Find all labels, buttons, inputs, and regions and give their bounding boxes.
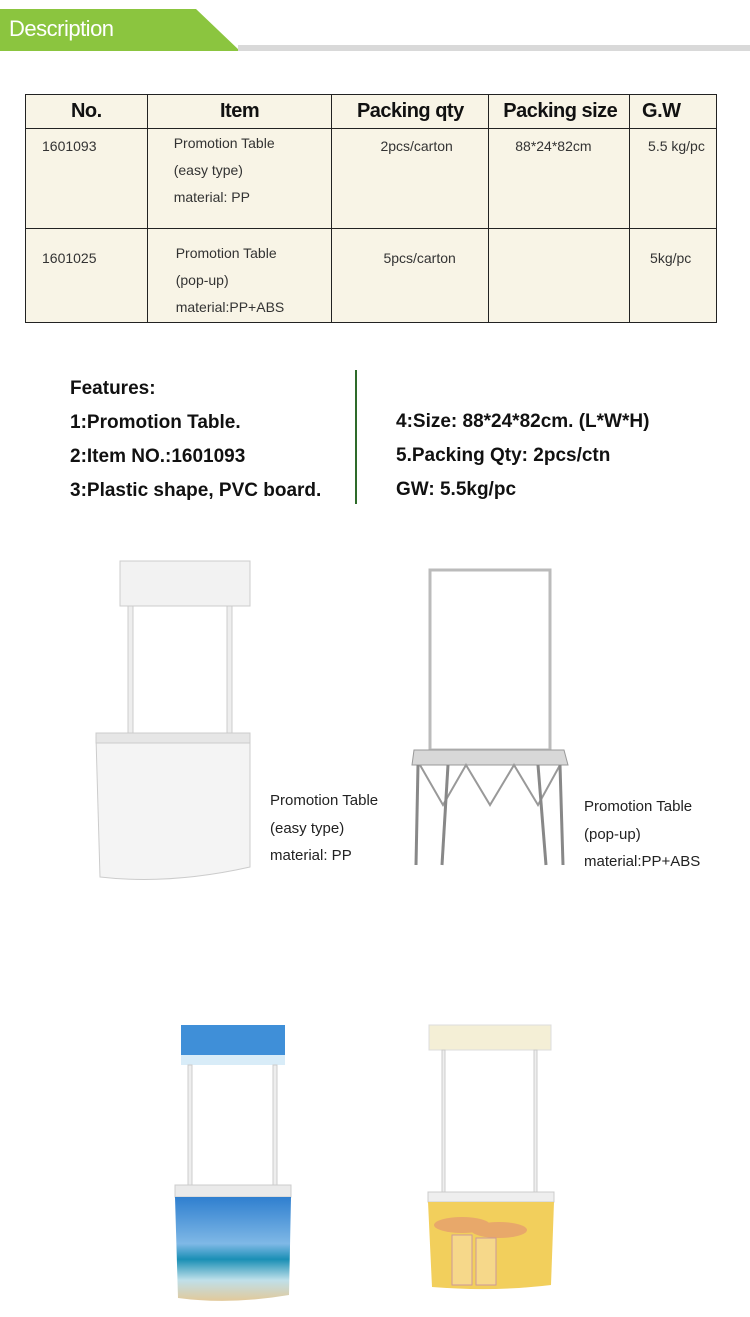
item-line: (easy type): [173, 162, 243, 178]
product-caption: [270, 787, 378, 870]
caption-line: material:PP+ABS: [584, 853, 701, 870]
easy-type-table-image: [90, 555, 260, 885]
caption-line: material: PP: [270, 847, 352, 864]
caption-line: (pop-up): [584, 825, 641, 843]
table-header-row: [26, 95, 717, 129]
cell-size: 88*24*82cm: [489, 129, 630, 229]
features-left: [70, 372, 321, 508]
spec-table: [25, 94, 717, 323]
feature-line: 2:Item NO.:1601093: [70, 446, 246, 467]
feature-line: 4:Size: 88*24*82cm. (L*W*H): [396, 411, 650, 432]
caption-line: Promotion Table: [270, 792, 379, 809]
table-row: [26, 229, 717, 323]
header-divider: [238, 45, 750, 51]
item-line: material: PP: [173, 189, 250, 205]
pop-up-table-image: [408, 565, 573, 875]
cell-qty: 2pcs/carton: [332, 129, 489, 229]
product-caption: [584, 793, 700, 876]
features-heading: Features:: [70, 378, 156, 399]
features-divider: [355, 370, 357, 504]
cell-gw: 5kg/pc: [630, 229, 717, 323]
section-title: Description: [9, 16, 114, 41]
cell-qty: 5pcs/carton: [332, 229, 489, 323]
cell-item: [147, 129, 332, 229]
column-header: Item: [147, 95, 332, 129]
feature-line: 5.Packing Qty: 2pcs/ctn: [396, 445, 611, 466]
column-header: No.: [26, 95, 148, 129]
corona-print-table-image: [424, 1020, 559, 1300]
column-header: Packing size: [489, 95, 630, 129]
caption-line: Promotion Table: [584, 798, 693, 815]
item-line: Promotion Table: [175, 245, 277, 261]
beach-print-table-image: [170, 1020, 300, 1305]
item-line: Promotion Table: [173, 135, 275, 151]
item-line: material:PP+ABS: [175, 299, 285, 315]
feature-line: 1:Promotion Table.: [70, 412, 241, 433]
caption-line: (easy type): [270, 819, 345, 837]
column-header: G.W: [630, 95, 717, 129]
cell-gw: 5.5 kg/pc: [630, 129, 717, 229]
feature-line: GW: 5.5kg/pc: [396, 479, 517, 500]
table-row: [26, 129, 717, 229]
feature-line: 3:Plastic shape, PVC board.: [70, 480, 322, 501]
cell-no: 1601093: [26, 129, 148, 229]
cell-no: 1601025: [26, 229, 148, 323]
item-line: (pop-up): [175, 272, 229, 288]
features-right: [396, 405, 649, 507]
cell-item: [147, 229, 332, 323]
column-header: Packing qty: [332, 95, 489, 129]
cell-size: [489, 229, 630, 323]
